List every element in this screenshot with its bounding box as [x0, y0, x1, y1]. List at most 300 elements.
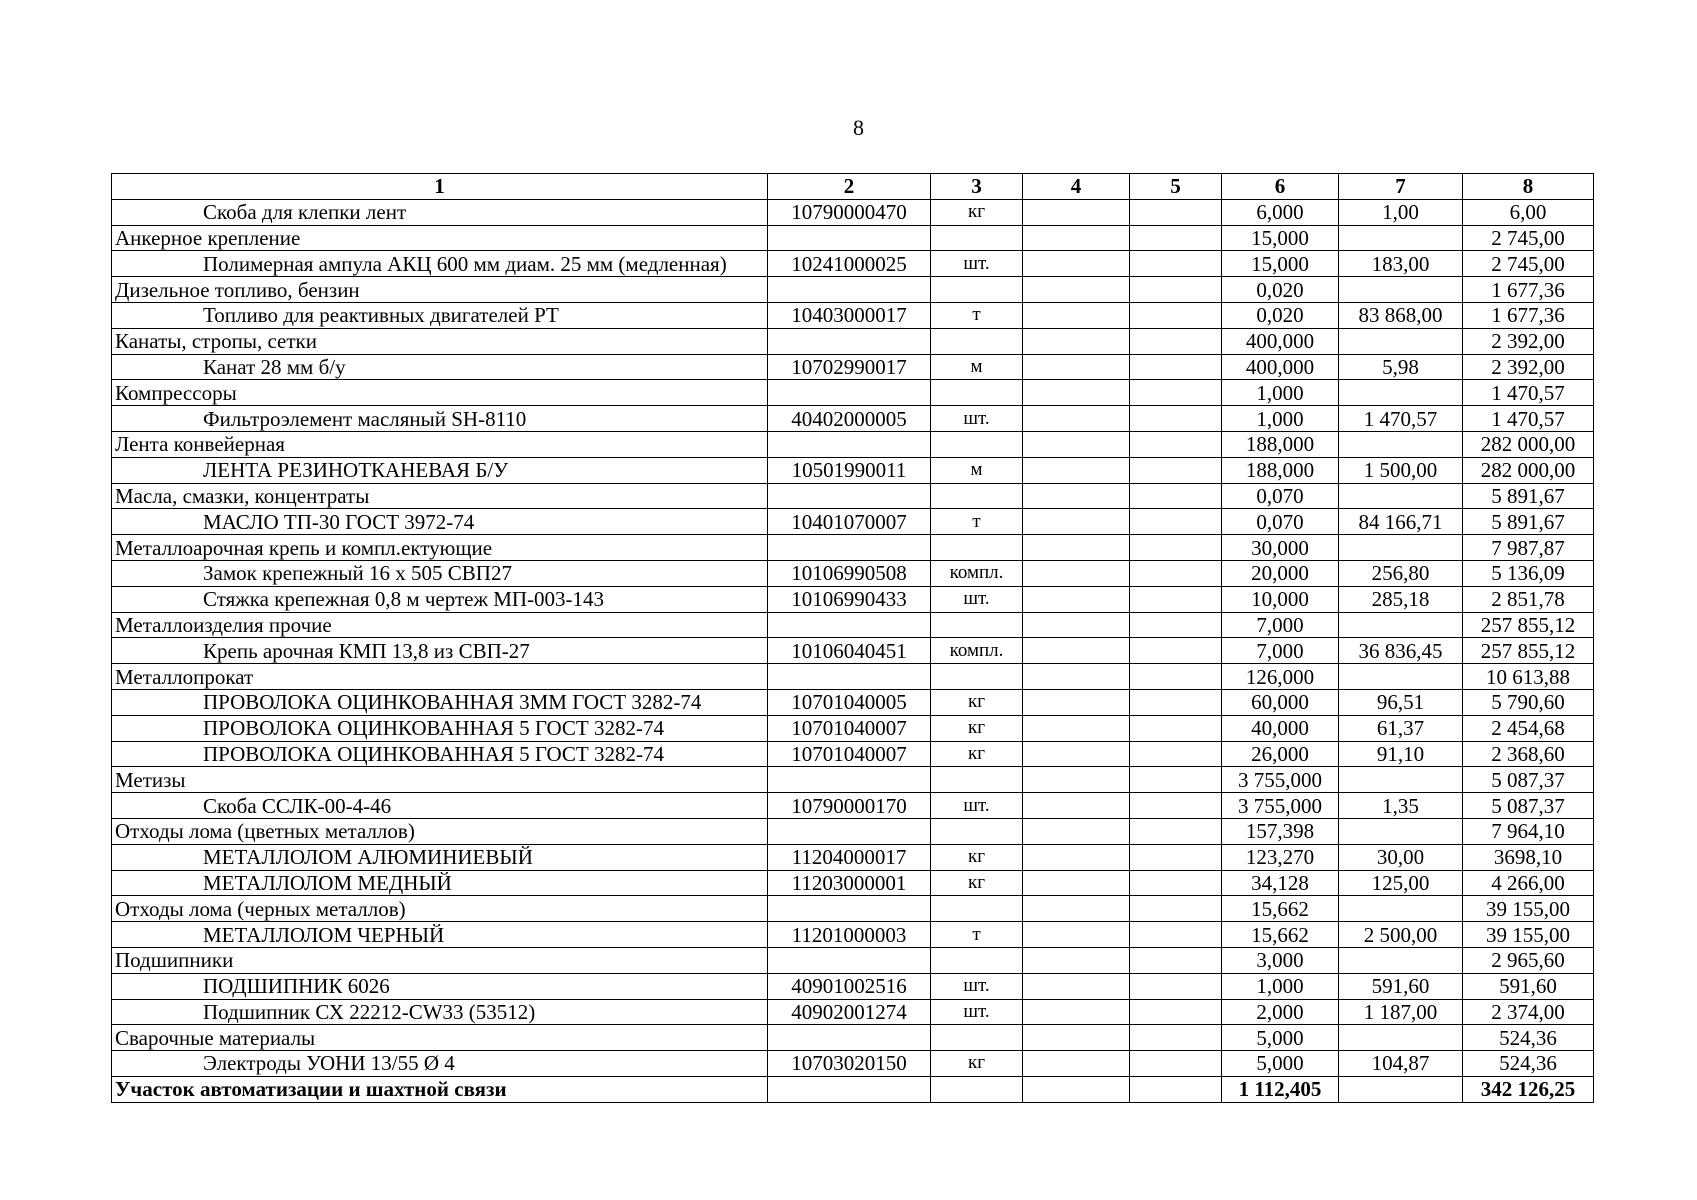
- item-name: МЕТАЛЛОЛОМ ЧЕРНЫЙ: [203, 922, 445, 947]
- price-cell: 1 470,57: [1339, 406, 1463, 432]
- price-cell: 61,37: [1339, 715, 1463, 741]
- item-code-cell: 11203000001: [768, 870, 931, 896]
- item-name-cell: [112, 406, 768, 432]
- price-cell: 591,60: [1339, 973, 1463, 999]
- price-cell: [1339, 818, 1463, 844]
- item-name: ПРОВОЛОКА ОЦИНКОВАННАЯ 5 ГОСТ 3282-74: [203, 716, 665, 741]
- column-4-cell: [1023, 715, 1130, 741]
- group-row: [112, 535, 1594, 561]
- column-header: 2: [768, 174, 931, 200]
- item-row: [112, 793, 1594, 819]
- sum-cell: 524,36: [1463, 1051, 1594, 1077]
- group-row: [112, 947, 1594, 973]
- item-row: [112, 354, 1594, 380]
- quantity-cell: 3 755,000: [1222, 793, 1339, 819]
- item-name: Канаты, стропы, сетки: [115, 329, 317, 354]
- item-code-cell: 10501990011: [768, 457, 931, 483]
- unit-cell: кг: [931, 844, 1023, 870]
- item-name-cell: [112, 560, 768, 586]
- unit-cell: [931, 947, 1023, 973]
- sum-cell: 2 745,00: [1463, 251, 1594, 277]
- item-code-cell: 10403000017: [768, 302, 931, 328]
- item-code-cell: [768, 664, 931, 690]
- sum-cell: 10 613,88: [1463, 664, 1594, 690]
- unit-cell: шт.: [931, 251, 1023, 277]
- item-name: Замок крепежный 16 х 505 СВП27: [203, 561, 512, 586]
- item-name: Лента конвейерная: [115, 432, 285, 457]
- item-name-cell: [112, 999, 768, 1025]
- column-4-cell: [1023, 406, 1130, 432]
- item-name: ПРОВОЛОКА ОЦИНКОВАННАЯ 5 ГОСТ 3282-74: [203, 741, 665, 766]
- unit-cell: [931, 277, 1023, 303]
- sum-cell: 524,36: [1463, 1025, 1594, 1051]
- item-code-cell: 10701040005: [768, 689, 931, 715]
- item-name: ПОДШИПНИК 6026: [203, 974, 390, 999]
- item-name: Скоба ССЛК-00-4-46: [203, 793, 392, 818]
- item-row: [112, 870, 1594, 896]
- item-code-cell: 10401070007: [768, 509, 931, 535]
- item-name: МЕТАЛЛОЛОМ МЕДНЫЙ: [203, 870, 452, 895]
- column-4-cell: [1023, 896, 1130, 922]
- sum-cell: 3698,10: [1463, 844, 1594, 870]
- item-name-cell: [112, 947, 768, 973]
- item-code-cell: 10790000170: [768, 793, 931, 819]
- unit-cell: кг: [931, 741, 1023, 767]
- unit-cell: т: [931, 922, 1023, 948]
- item-name: Стяжка крепежная 0,8 м чертеж МП-003-143: [203, 587, 605, 612]
- price-cell: [1339, 896, 1463, 922]
- price-cell: 91,10: [1339, 741, 1463, 767]
- column-header: 4: [1023, 174, 1130, 200]
- item-code-cell: [768, 767, 931, 793]
- sum-cell: 5 136,09: [1463, 560, 1594, 586]
- column-4-cell: [1023, 767, 1130, 793]
- item-code-cell: 40402000005: [768, 406, 931, 432]
- column-4-cell: [1023, 586, 1130, 612]
- group-row: [112, 328, 1594, 354]
- item-code-cell: [768, 225, 931, 251]
- column-4-cell: [1023, 689, 1130, 715]
- item-name: Фильтроэлемент масляный SH-8110: [203, 406, 527, 431]
- unit-cell: [931, 225, 1023, 251]
- column-4-cell: [1023, 535, 1130, 561]
- item-row: [112, 457, 1594, 483]
- column-5-cell: [1130, 1076, 1222, 1102]
- quantity-cell: 3 755,000: [1222, 767, 1339, 793]
- quantity-cell: 15,000: [1222, 251, 1339, 277]
- table-header-row: [112, 174, 1594, 200]
- quantity-cell: 30,000: [1222, 535, 1339, 561]
- column-5-cell: [1130, 302, 1222, 328]
- quantity-cell: 400,000: [1222, 354, 1339, 380]
- item-name-cell: [112, 922, 768, 948]
- column-4-cell: [1023, 973, 1130, 999]
- unit-cell: [931, 767, 1023, 793]
- item-code-cell: 10790000470: [768, 199, 931, 225]
- item-name: Металлоизделия прочие: [115, 612, 332, 637]
- column-4-cell: [1023, 741, 1130, 767]
- item-name-cell: [112, 767, 768, 793]
- group-row: [112, 767, 1594, 793]
- sum-cell: 2 851,78: [1463, 586, 1594, 612]
- materials-table: [111, 173, 1594, 1103]
- sum-cell: 2 454,68: [1463, 715, 1594, 741]
- column-4-cell: [1023, 638, 1130, 664]
- column-5-cell: [1130, 1025, 1222, 1051]
- price-cell: [1339, 277, 1463, 303]
- item-name-cell: [112, 973, 768, 999]
- column-header: 5: [1130, 174, 1222, 200]
- item-name-cell: [112, 483, 768, 509]
- price-cell: [1339, 431, 1463, 457]
- column-5-cell: [1130, 586, 1222, 612]
- item-code-cell: 40902001274: [768, 999, 931, 1025]
- unit-cell: шт.: [931, 793, 1023, 819]
- column-4-cell: [1023, 277, 1130, 303]
- quantity-cell: 123,270: [1222, 844, 1339, 870]
- column-4-cell: [1023, 844, 1130, 870]
- item-name-cell: [112, 689, 768, 715]
- quantity-cell: 1 112,405: [1222, 1076, 1339, 1102]
- unit-cell: [931, 431, 1023, 457]
- price-cell: [1339, 483, 1463, 509]
- quantity-cell: 188,000: [1222, 431, 1339, 457]
- column-4-cell: [1023, 870, 1130, 896]
- column-4-cell: [1023, 509, 1130, 535]
- column-5-cell: [1130, 199, 1222, 225]
- group-row: [112, 225, 1594, 251]
- quantity-cell: 2,000: [1222, 999, 1339, 1025]
- item-code-cell: 10241000025: [768, 251, 931, 277]
- sum-cell: 342 126,25: [1463, 1076, 1594, 1102]
- quantity-cell: 60,000: [1222, 689, 1339, 715]
- unit-cell: т: [931, 302, 1023, 328]
- quantity-cell: 0,020: [1222, 302, 1339, 328]
- item-name: Скоба для клепки лент: [203, 200, 407, 225]
- quantity-cell: 1,000: [1222, 973, 1339, 999]
- item-code-cell: 10701040007: [768, 741, 931, 767]
- item-name: Дизельное топливо, бензин: [115, 277, 360, 302]
- item-code-cell: [768, 612, 931, 638]
- quantity-cell: 400,000: [1222, 328, 1339, 354]
- quantity-cell: 10,000: [1222, 586, 1339, 612]
- item-code-cell: 40901002516: [768, 973, 931, 999]
- sum-cell: 2 965,60: [1463, 947, 1594, 973]
- price-cell: 5,98: [1339, 354, 1463, 380]
- item-name: ЛЕНТА РЕЗИНОТКАНЕВАЯ Б/У: [203, 458, 509, 483]
- column-4-cell: [1023, 560, 1130, 586]
- column-4-cell: [1023, 302, 1130, 328]
- item-name-cell: [112, 818, 768, 844]
- column-5-cell: [1130, 664, 1222, 690]
- item-code-cell: 10106040451: [768, 638, 931, 664]
- item-name-cell: [112, 431, 768, 457]
- column-5-cell: [1130, 1051, 1222, 1077]
- sum-cell: 5 790,60: [1463, 689, 1594, 715]
- unit-cell: [931, 896, 1023, 922]
- item-code-cell: 10702990017: [768, 354, 931, 380]
- unit-cell: компл.: [931, 638, 1023, 664]
- price-cell: 84 166,71: [1339, 509, 1463, 535]
- sum-cell: 39 155,00: [1463, 922, 1594, 948]
- item-name-cell: [112, 1025, 768, 1051]
- item-code-cell: 10703020150: [768, 1051, 931, 1077]
- item-row: [112, 406, 1594, 432]
- column-5-cell: [1130, 354, 1222, 380]
- sum-cell: 5 891,67: [1463, 483, 1594, 509]
- item-name: Металлопрокат: [115, 664, 254, 689]
- item-code-cell: [768, 380, 931, 406]
- column-5-cell: [1130, 535, 1222, 561]
- quantity-cell: 126,000: [1222, 664, 1339, 690]
- quantity-cell: 40,000: [1222, 715, 1339, 741]
- column-4-cell: [1023, 251, 1130, 277]
- group-row: [112, 1025, 1594, 1051]
- column-5-cell: [1130, 431, 1222, 457]
- unit-cell: кг: [931, 870, 1023, 896]
- column-4-cell: [1023, 354, 1130, 380]
- column-5-cell: [1130, 793, 1222, 819]
- item-name-cell: [112, 1076, 768, 1102]
- unit-cell: [931, 664, 1023, 690]
- item-name: Топливо для реактивных двигателей РТ: [203, 303, 559, 328]
- price-cell: 2 500,00: [1339, 922, 1463, 948]
- column-5-cell: [1130, 896, 1222, 922]
- quantity-cell: 7,000: [1222, 612, 1339, 638]
- unit-cell: шт.: [931, 973, 1023, 999]
- column-header: 3: [931, 174, 1023, 200]
- column-4-cell: [1023, 922, 1130, 948]
- quantity-cell: 15,662: [1222, 922, 1339, 948]
- column-5-cell: [1130, 380, 1222, 406]
- price-cell: 104,87: [1339, 1051, 1463, 1077]
- item-row: [112, 922, 1594, 948]
- item-name-cell: [112, 1051, 768, 1077]
- item-row: [112, 509, 1594, 535]
- column-5-cell: [1130, 225, 1222, 251]
- price-cell: 125,00: [1339, 870, 1463, 896]
- sum-cell: 1 677,36: [1463, 277, 1594, 303]
- column-5-cell: [1130, 406, 1222, 432]
- group-row: [112, 277, 1594, 303]
- item-name: Масла, смазки, концентраты: [115, 483, 370, 508]
- sum-cell: 1 677,36: [1463, 302, 1594, 328]
- item-code-cell: 10701040007: [768, 715, 931, 741]
- quantity-cell: 0,070: [1222, 509, 1339, 535]
- quantity-cell: 188,000: [1222, 457, 1339, 483]
- item-name: Канат 28 мм б/у: [203, 354, 346, 379]
- sum-cell: 5 087,37: [1463, 767, 1594, 793]
- item-name-cell: [112, 225, 768, 251]
- total-row: [112, 1076, 1594, 1102]
- column-4-cell: [1023, 483, 1130, 509]
- item-row: [112, 741, 1594, 767]
- quantity-cell: 6,000: [1222, 199, 1339, 225]
- item-code-cell: [768, 896, 931, 922]
- item-name: Металлоарочная крепь и компл.ектующие: [115, 535, 493, 560]
- item-name-cell: [112, 251, 768, 277]
- item-code-cell: 10106990433: [768, 586, 931, 612]
- price-cell: [1339, 612, 1463, 638]
- item-row: [112, 999, 1594, 1025]
- group-row: [112, 664, 1594, 690]
- unit-cell: кг: [931, 715, 1023, 741]
- item-row: [112, 199, 1594, 225]
- item-code-cell: [768, 328, 931, 354]
- sum-cell: 5 891,67: [1463, 509, 1594, 535]
- unit-cell: [931, 612, 1023, 638]
- item-name: Отходы лома (цветных металлов): [115, 819, 415, 844]
- item-row: [112, 973, 1594, 999]
- item-name-cell: [112, 354, 768, 380]
- item-name-cell: [112, 199, 768, 225]
- unit-cell: компл.: [931, 560, 1023, 586]
- item-name: Крепь арочная КМП 13,8 из СВП-27: [203, 638, 530, 663]
- sum-cell: 257 855,12: [1463, 638, 1594, 664]
- item-name-cell: [112, 638, 768, 664]
- item-row: [112, 715, 1594, 741]
- item-name-cell: [112, 870, 768, 896]
- item-name: ПРОВОЛОКА ОЦИНКОВАННАЯ 3ММ ГОСТ 3282-74: [203, 690, 702, 715]
- item-name-cell: [112, 664, 768, 690]
- unit-cell: [931, 1025, 1023, 1051]
- sum-cell: 2 392,00: [1463, 328, 1594, 354]
- unit-cell: [931, 1076, 1023, 1102]
- item-name: Отходы лома (черных металлов): [115, 896, 406, 921]
- item-code-cell: [768, 431, 931, 457]
- item-code-cell: 10106990508: [768, 560, 931, 586]
- page-number: 8: [853, 115, 864, 140]
- column-5-cell: [1130, 741, 1222, 767]
- column-header: 6: [1222, 174, 1339, 200]
- item-name-cell: [112, 844, 768, 870]
- price-cell: 36 836,45: [1339, 638, 1463, 664]
- price-cell: 83 868,00: [1339, 302, 1463, 328]
- column-5-cell: [1130, 922, 1222, 948]
- column-4-cell: [1023, 1025, 1130, 1051]
- item-code-cell: [768, 277, 931, 303]
- item-name: Участок автоматизации и шахтной связи: [115, 1077, 507, 1102]
- price-cell: 183,00: [1339, 251, 1463, 277]
- unit-cell: кг: [931, 689, 1023, 715]
- column-5-cell: [1130, 251, 1222, 277]
- item-name-cell: [112, 277, 768, 303]
- unit-cell: шт.: [931, 406, 1023, 432]
- column-4-cell: [1023, 225, 1130, 251]
- item-name-cell: [112, 457, 768, 483]
- unit-cell: м: [931, 457, 1023, 483]
- column-header: 7: [1339, 174, 1463, 200]
- column-4-cell: [1023, 999, 1130, 1025]
- sum-cell: 7 964,10: [1463, 818, 1594, 844]
- item-name: Компрессоры: [115, 380, 237, 405]
- quantity-cell: 1,000: [1222, 406, 1339, 432]
- quantity-cell: 5,000: [1222, 1051, 1339, 1077]
- item-row: [112, 586, 1594, 612]
- column-header: 1: [112, 174, 768, 200]
- column-5-cell: [1130, 973, 1222, 999]
- column-5-cell: [1130, 818, 1222, 844]
- sum-cell: 591,60: [1463, 973, 1594, 999]
- item-name: МЕТАЛЛОЛОМ АЛЮМИНИЕВЫЙ: [203, 845, 533, 870]
- item-name-cell: [112, 896, 768, 922]
- sum-cell: 39 155,00: [1463, 896, 1594, 922]
- column-5-cell: [1130, 715, 1222, 741]
- price-cell: [1339, 767, 1463, 793]
- group-row: [112, 818, 1594, 844]
- item-name: Электроды УОНИ 13/55 Ø 4: [203, 1051, 455, 1076]
- unit-cell: м: [931, 354, 1023, 380]
- quantity-cell: 5,000: [1222, 1025, 1339, 1051]
- price-cell: 1,35: [1339, 793, 1463, 819]
- unit-cell: кг: [931, 199, 1023, 225]
- item-name: Сварочные материалы: [115, 1025, 316, 1050]
- column-4-cell: [1023, 947, 1130, 973]
- price-cell: 1 187,00: [1339, 999, 1463, 1025]
- item-code-cell: [768, 1076, 931, 1102]
- group-row: [112, 896, 1594, 922]
- item-code-cell: [768, 1025, 931, 1051]
- item-name: МАСЛО ТП-30 ГОСТ 3972-74: [203, 509, 475, 534]
- table-body: [112, 199, 1594, 1102]
- column-5-cell: [1130, 844, 1222, 870]
- group-row: [112, 380, 1594, 406]
- column-5-cell: [1130, 483, 1222, 509]
- price-cell: [1339, 947, 1463, 973]
- item-name: Подшипники: [115, 948, 234, 973]
- item-name: Метизы: [115, 767, 186, 792]
- sum-cell: 2 368,60: [1463, 741, 1594, 767]
- item-name-cell: [112, 741, 768, 767]
- item-name-cell: [112, 793, 768, 819]
- item-code-cell: 11201000003: [768, 922, 931, 948]
- price-cell: 285,18: [1339, 586, 1463, 612]
- price-cell: [1339, 535, 1463, 561]
- price-cell: 96,51: [1339, 689, 1463, 715]
- column-4-cell: [1023, 1051, 1130, 1077]
- price-cell: 1 500,00: [1339, 457, 1463, 483]
- item-name-cell: [112, 302, 768, 328]
- sum-cell: 1 470,57: [1463, 380, 1594, 406]
- quantity-cell: 15,662: [1222, 896, 1339, 922]
- quantity-cell: 1,000: [1222, 380, 1339, 406]
- quantity-cell: 20,000: [1222, 560, 1339, 586]
- quantity-cell: 26,000: [1222, 741, 1339, 767]
- column-4-cell: [1023, 328, 1130, 354]
- sum-cell: 2 374,00: [1463, 999, 1594, 1025]
- price-cell: [1339, 1025, 1463, 1051]
- price-cell: [1339, 664, 1463, 690]
- item-row: [112, 1051, 1594, 1077]
- quantity-cell: 0,020: [1222, 277, 1339, 303]
- sum-cell: 6,00: [1463, 199, 1594, 225]
- column-4-cell: [1023, 793, 1130, 819]
- unit-cell: кг: [931, 1051, 1023, 1077]
- column-4-cell: [1023, 664, 1130, 690]
- column-4-cell: [1023, 431, 1130, 457]
- item-row: [112, 560, 1594, 586]
- column-5-cell: [1130, 509, 1222, 535]
- unit-cell: [931, 818, 1023, 844]
- item-row: [112, 302, 1594, 328]
- item-name: Подшипник СХ 22212-CW33 (53512): [203, 999, 536, 1024]
- quantity-cell: 15,000: [1222, 225, 1339, 251]
- item-row: [112, 251, 1594, 277]
- column-5-cell: [1130, 638, 1222, 664]
- price-cell: [1339, 225, 1463, 251]
- column-5-cell: [1130, 947, 1222, 973]
- column-5-cell: [1130, 870, 1222, 896]
